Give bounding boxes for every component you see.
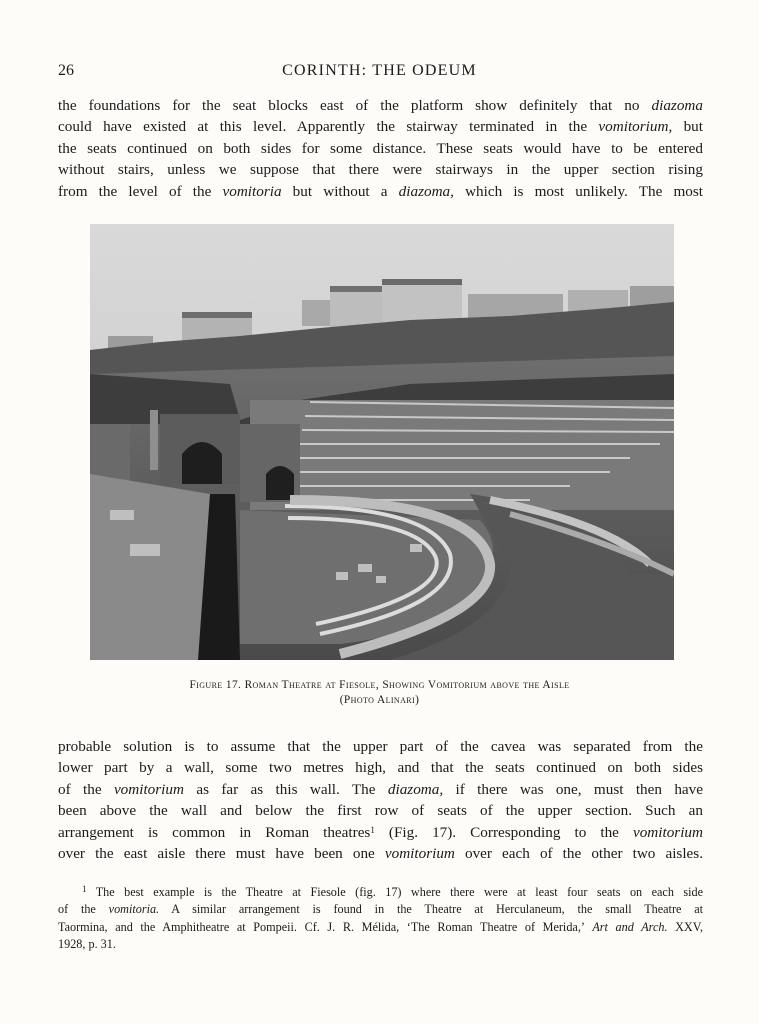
figure-photo-theatre [90,224,674,660]
text-line: been above the wall and below the first row of seats of the upper section. Such an [58,802,703,820]
figure-caption [58,678,701,708]
running-head [58,62,701,84]
footnote-marker: 1 [82,884,87,894]
figure-label: Figure 17. [189,679,242,691]
paragraph-top [58,95,703,202]
running-title: CORINTH: THE ODEUM [282,62,477,79]
page-number: 26 [58,62,74,79]
figure-credit: (Photo Alinari) [339,694,420,706]
text-line: of the vomitorium as far as this wall. The diazoma, if there was one, must then have [58,780,703,798]
footnote-line: Taormina, and the Amphitheatre at Pompeii. Cf. J. R. Mélida, ‘The Roman Theatre of Merida,’ Art and Arch. XXV, [58,919,703,934]
footnote-line: of the vomitoria. A similar arrangement is found in the Theatre at Herculaneum, the small Theatre at [58,902,704,917]
footnote-ref[interactable]: 1 [370,824,375,835]
text-line: probable solution is to assume that the upper part of the cavea was separated from the [58,738,703,755]
footnote [58,884,703,954]
caption-line [58,678,701,693]
text-line: without stairs, unless we suppose that there were stairways in the upper section rising [58,161,703,179]
footnote-line: $^1$ The best example is the Theatre at Fiesole (fig. 17) where there were at least four seats on each side [82,884,703,899]
text-line: arrangement is common in Roman theatres$^1$ (Fig. 17). Corresponding to the vomitorium [58,823,703,841]
text-line: over the east aisle there must have been one vomitorium over each of the other two aisles. [58,845,704,863]
text-line: the foundations for the seat blocks east of the platform show definitely that no diazoma [58,97,703,114]
footnote-line: 1928, p. 31. [58,937,116,952]
text-line: from the level of the vomitoria but without a diazoma, which is most unlikely. The most [58,182,703,200]
text-line: lower part by a wall, some two metres high, and that the seats continued on both sides [58,759,703,777]
text-line: could have existed at this level. Apparently the stairway terminated in the vomitorium, but [58,118,703,136]
text-line: the seats continued on both sides for some distance. These seats would have to be entered [58,139,703,157]
figure-title: Roman Theatre at Fiesole, Showing Vomitorium above the Aisle [244,679,570,691]
paragraph-bottom [58,736,703,864]
